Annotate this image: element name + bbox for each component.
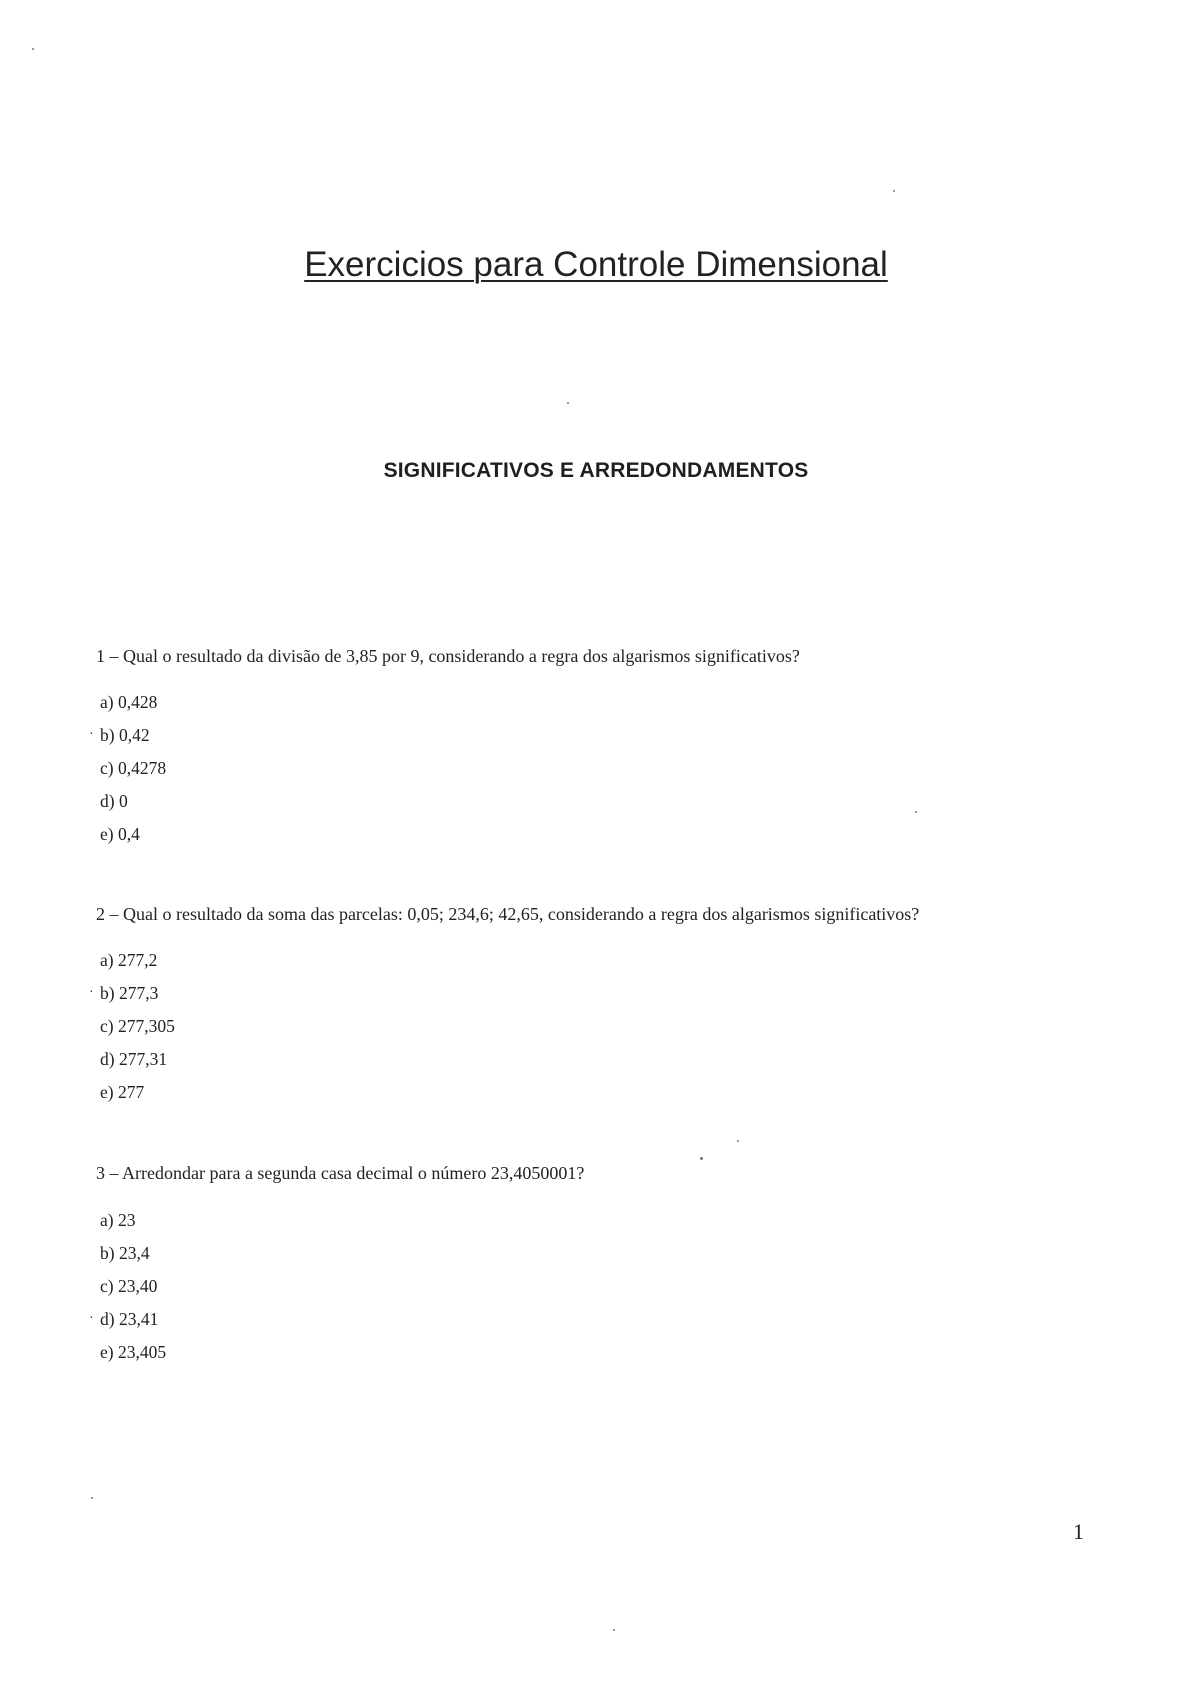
answer-mark: · [89, 727, 94, 742]
option-1b [89, 725, 166, 758]
option-label: a) 23 [100, 1210, 136, 1230]
document-title: Exercicios para Controle Dimensional [304, 245, 888, 284]
option-2a [100, 950, 175, 983]
question-3-options [89, 1210, 167, 1375]
answer-mark: · [89, 985, 94, 1000]
answer-mark: · [89, 1311, 94, 1326]
scan-speck [32, 48, 34, 50]
scan-speck [737, 1140, 739, 1142]
scan-speck [915, 811, 917, 813]
section-title: SIGNIFICATIVOS E ARREDONDAMENTOS [383, 459, 809, 482]
question-2-text: 2 – Qual o resultado da soma das parcelas: 0,05; 234,6; 42,65, considerando a regra dos algarismos significativos? [96, 904, 920, 924]
option-3a [100, 1210, 166, 1243]
option-3c [100, 1276, 166, 1309]
option-2c [100, 1016, 175, 1049]
option-label: d) 23,41 [100, 1309, 159, 1329]
option-3e [100, 1342, 166, 1375]
scan-speck [613, 1629, 615, 1631]
question-3-text: 3 – Arredondar para a segunda casa decimal o número 23,4050001? [96, 1163, 585, 1183]
page-number: 1 [1073, 1519, 1084, 1544]
question-1-text: 1 – Qual o resultado da divisão de 3,85 por 9, considerando a regra dos algarismos significativos? [96, 646, 800, 666]
option-2e [100, 1082, 175, 1115]
option-3d [89, 1309, 166, 1342]
option-label: a) 277,2 [100, 950, 158, 970]
scan-speck [567, 402, 569, 404]
option-2d [100, 1049, 175, 1082]
scan-speck [893, 190, 895, 192]
option-label: c) 23,40 [100, 1276, 158, 1296]
option-1a [100, 692, 166, 725]
option-label: c) 277,305 [100, 1016, 175, 1036]
option-label: b) 277,3 [100, 983, 159, 1003]
question-1-options [89, 692, 167, 857]
option-label: b) 0,42 [100, 725, 150, 745]
scan-speck [91, 1497, 93, 1499]
option-label: b) 23,4 [100, 1243, 150, 1263]
option-label: e) 23,405 [100, 1342, 167, 1362]
option-label: d) 0 [100, 791, 128, 811]
option-label: c) 0,4278 [100, 758, 167, 778]
option-label: a) 0,428 [100, 692, 158, 712]
option-label: e) 0,4 [100, 824, 140, 844]
option-1d [100, 791, 166, 824]
option-label: e) 277 [100, 1082, 145, 1102]
option-1e [100, 824, 166, 857]
option-3b [100, 1243, 166, 1276]
option-2b [89, 983, 175, 1016]
scan-speck [700, 1157, 703, 1160]
option-label: d) 277,31 [100, 1049, 168, 1069]
question-2-options [89, 950, 175, 1115]
option-1c [100, 758, 166, 791]
